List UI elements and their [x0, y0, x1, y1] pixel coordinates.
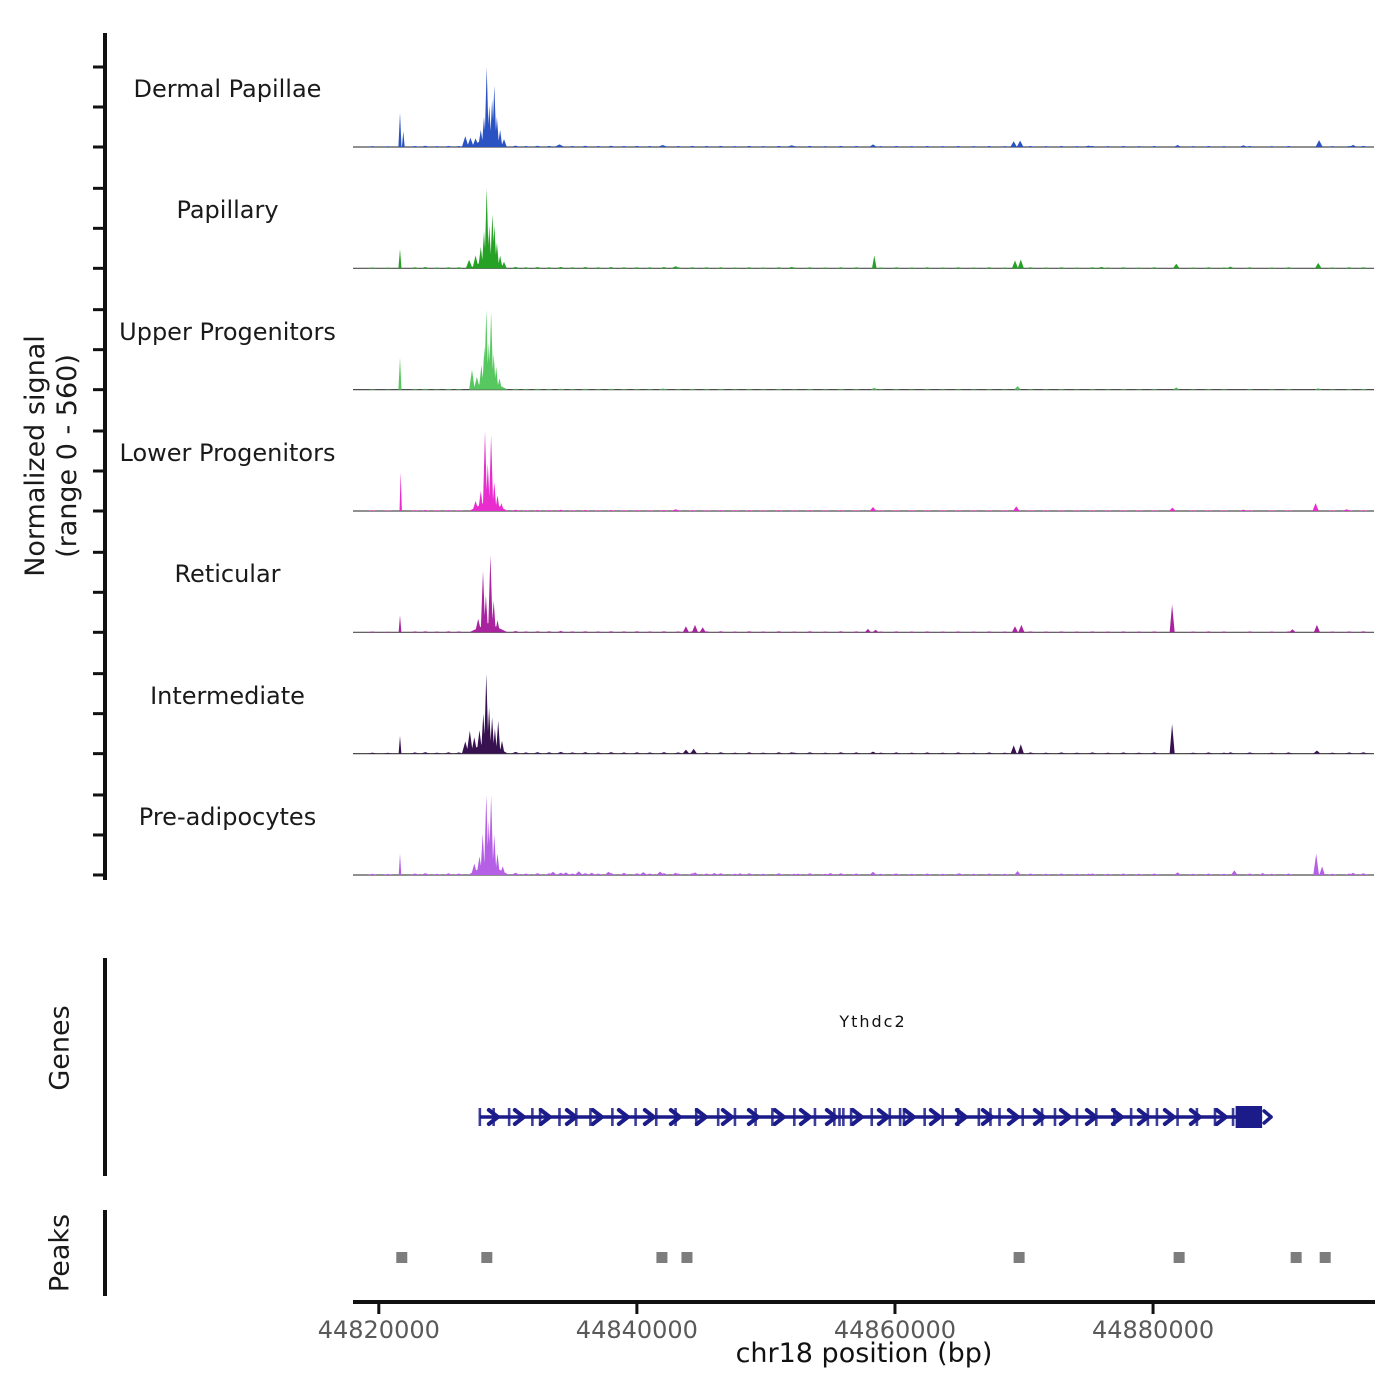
signal-area	[368, 431, 1368, 511]
signal-area	[368, 795, 1368, 875]
x-tick-label: 44880000	[1091, 1316, 1215, 1344]
signal-track-upper-progenitors	[353, 310, 1374, 390]
signal-track-reticular	[353, 555, 1374, 632]
track-label-intermediate: Intermediate	[150, 681, 305, 710]
peak-marker	[396, 1252, 407, 1263]
peak-marker	[1320, 1252, 1331, 1263]
peaks-track-label: Peaks	[44, 1213, 76, 1293]
x-tick-label: 44860000	[833, 1316, 957, 1344]
gene-name-label: Ythdc2	[839, 1012, 907, 1031]
signal-track-papillary	[353, 188, 1374, 268]
signal-area	[368, 310, 1368, 390]
signal-track-dermal-papillae	[353, 67, 1374, 147]
y-axis-label-line2: (range 0 - 560)	[52, 354, 83, 558]
x-tick-label: 44820000	[317, 1316, 440, 1344]
peak-marker	[681, 1252, 692, 1263]
y-axis-label-line1: Normalized signal	[20, 335, 52, 577]
track-label-upper-progenitors: Upper Progenitors	[119, 317, 336, 346]
signal-area	[368, 674, 1368, 754]
signal-track-intermediate	[353, 674, 1374, 754]
track-label-lower-progenitors: Lower Progenitors	[119, 438, 336, 467]
track-label-papillary: Papillary	[176, 196, 279, 225]
signal-track-pre-adipocytes	[353, 795, 1374, 875]
peak-marker	[481, 1252, 492, 1263]
peak-marker	[656, 1252, 667, 1263]
genes-track-label: Genes	[44, 1005, 76, 1091]
signal-track-lower-progenitors	[353, 431, 1374, 511]
signal-area	[368, 555, 1368, 632]
track-label-dermal-papillae: Dermal Papillae	[133, 75, 322, 103]
peaks-track	[396, 1252, 1330, 1263]
y-axis-label	[20, 335, 84, 577]
track-label-reticular: Reticular	[174, 560, 281, 589]
peak-marker	[1174, 1252, 1185, 1263]
x-tick-label: 44840000	[575, 1316, 698, 1344]
peak-marker	[1291, 1252, 1302, 1263]
track-label-pre-adipocytes: Pre-adipocytes	[138, 802, 317, 831]
peak-marker	[1014, 1252, 1025, 1263]
x-axis	[353, 1302, 1375, 1314]
gene-model-ythdc2	[480, 1106, 1271, 1128]
signal-area	[368, 188, 1368, 268]
strand-arrow	[1264, 1111, 1271, 1123]
x-axis-title: chr18 position (bp)	[735, 1338, 993, 1369]
terminal-exon-box	[1236, 1106, 1262, 1128]
signal-area	[368, 67, 1368, 147]
